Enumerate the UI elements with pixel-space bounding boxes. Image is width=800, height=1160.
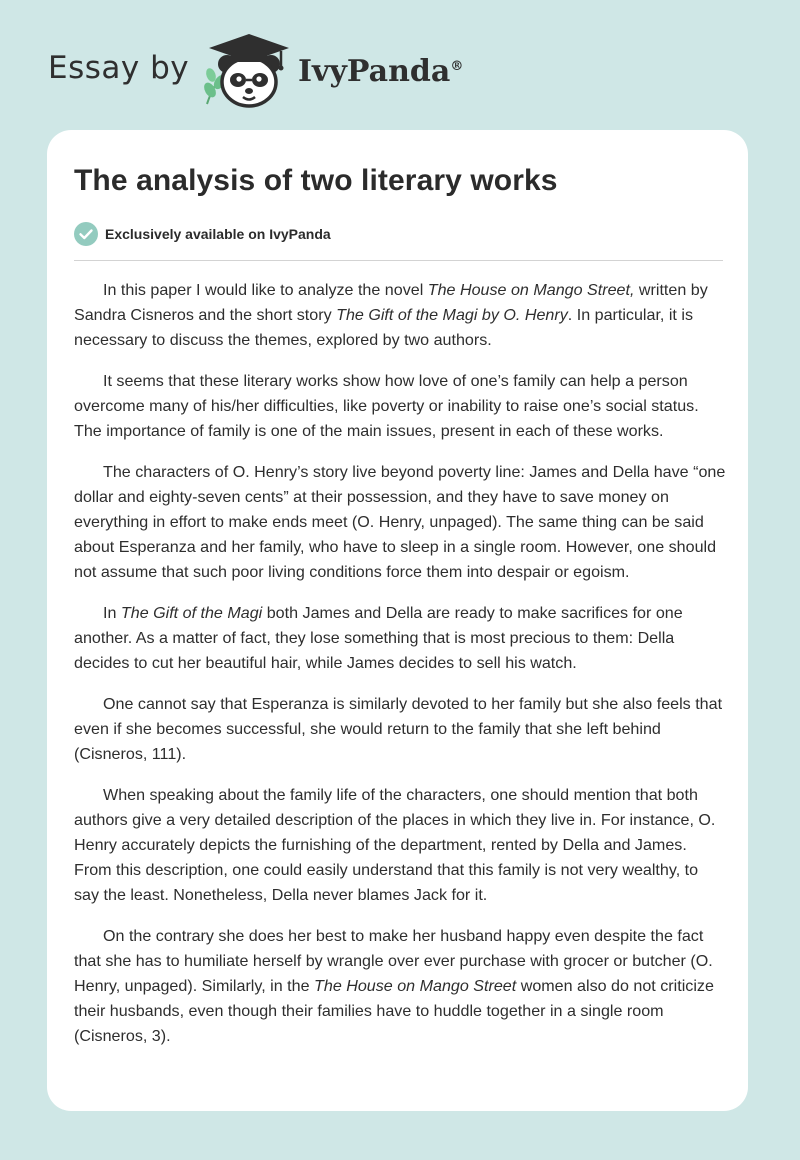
brand-name: IvyPanda® — [298, 54, 464, 89]
paragraph — [74, 783, 726, 908]
paragraph-text: When speaking about the family life of the characters, one should mention that both authors give a very detailed description of the places in which they live in. For instance, O. Henry accurately depicts the furnishing of the department, rented by Della and James. From this description, one could easily understand that this family is not very wealthy, to say the least. Nonetheless, Della never blames Jack for it. — [74, 786, 716, 904]
essay-body — [74, 278, 726, 1065]
italic-title: The House on Mango Street — [314, 977, 517, 995]
essay-card — [47, 130, 748, 1111]
brand-header[interactable] — [48, 30, 508, 110]
paragraph-text: The characters of O. Henry’s story live beyond poverty line: James and Della have “one dollar and eighty-seven cents” at their possession, and they have to save money on everything in effort to make ends meet (O. Henry, unpaged). The same thing can be said about Esperanza and her family, who have to sleep in a single room. However, one should not assume that such poor living conditions force them into despair or egoism. — [74, 463, 726, 581]
italic-title: The House on Mango Street, — [427, 281, 635, 299]
paragraph-text: . In particular, it is necessary to discuss the themes, explored by two authors. — [74, 306, 694, 349]
check-circle-icon — [74, 222, 98, 246]
paragraph-text: In — [103, 604, 121, 622]
paragraph-text: In this paper I would like to analyze the novel — [103, 281, 428, 299]
paragraph-text: It seems that these literary works show how love of one’s family can help a person overcome many of his/her difficulties, like poverty or inability to raise one’s social status. The importance of family is one of the main issues, present in each of these works. — [74, 372, 699, 440]
paragraph-text: women also do not criticize their husbands, even though their families have to huddle together in a single room (Cisneros, 3). — [74, 977, 714, 1045]
paragraph-text: both James and Della are ready to make sacrifices for one another. As a matter of fact, they lose something that is most precious to them: Della decides to cut her beautiful hair, while James decides to sell his watch. — [74, 604, 683, 672]
brand-prefix: Essay by — [48, 50, 190, 86]
panda-graduate-icon — [201, 30, 291, 110]
paragraph — [74, 692, 726, 767]
italic-title: The Gift of the Magi — [120, 604, 263, 622]
paragraph — [74, 601, 726, 676]
italic-title: The Gift of the Magi by O. Henry — [336, 306, 568, 324]
registered-mark: ® — [450, 59, 464, 74]
exclusive-badge-text: Exclusively available on IvyPanda — [105, 226, 331, 242]
paragraph — [74, 460, 726, 585]
paragraph — [74, 924, 726, 1049]
page-title: The analysis of two literary works — [74, 164, 558, 197]
paragraph-text: One cannot say that Esperanza is similarly devoted to her family but she also feels that even if she becomes successful, she would return to the family that she left behind (Cisneros, 111). — [74, 695, 723, 763]
exclusive-badge — [74, 222, 331, 246]
paragraph — [74, 278, 726, 353]
paragraph-text: written by Sandra Cisneros and the short story — [74, 281, 708, 324]
paragraph — [74, 369, 726, 444]
paragraph-text: On the contrary she does her best to make her husband happy even despite the fact that she has to humiliate herself by wrangle over ever purchase with grocer or butcher (O. Henry, unpaged). Similarly, in the — [74, 927, 713, 995]
divider — [74, 260, 723, 261]
